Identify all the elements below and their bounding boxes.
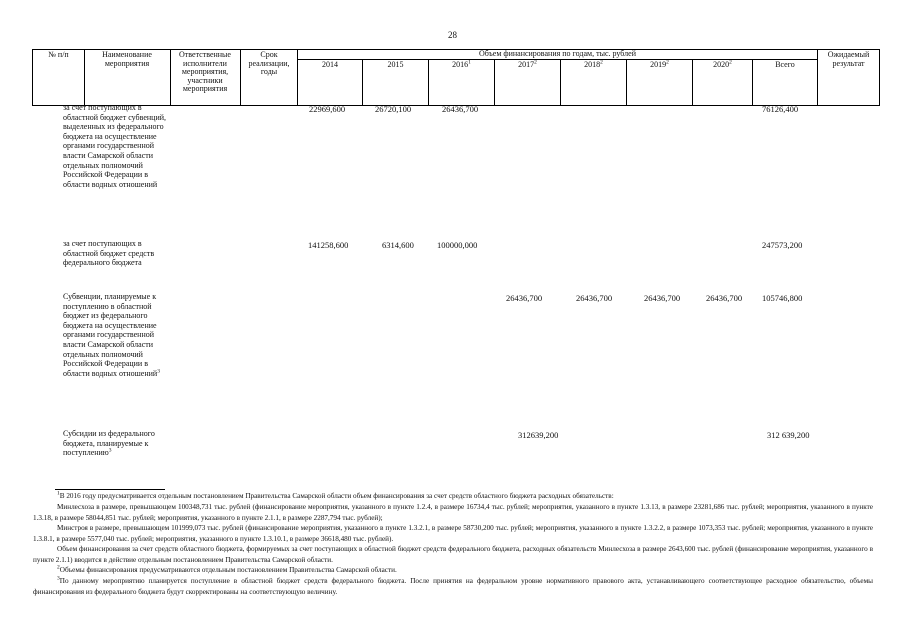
header-executors: Ответственные исполнители мероприятия, участники мероприятия xyxy=(179,50,231,93)
cell-value: 312639,200 xyxy=(518,430,559,440)
row-label: Субсидии из федерального бюджета, планируемые к поступлению$^3$ xyxy=(63,429,155,458)
cell-value: 6314,600 xyxy=(382,240,414,250)
header-year: 2017$^2$ xyxy=(518,59,537,69)
cell-value: 26436,700 xyxy=(576,293,613,303)
funding-subheader-border xyxy=(297,59,817,60)
header-year: 2019$^2$ xyxy=(650,59,669,69)
header-year: 2015 xyxy=(387,60,404,69)
header-funding: Объем финансирования по годам, тыс. рублей xyxy=(479,49,636,58)
header-name: Наименование мероприятия xyxy=(102,50,152,68)
cell-value: 26436,700 xyxy=(706,293,743,303)
footnote-3: $^3$По данному мероприятию планируется поступление в областной бюджет средств федерального бюджета. После принятия на федеральном уровне нормативного правового акта, устанавливающего соответствующее расходное обязательство, объемы финансирования из федерального бюджета будут скорректированы на соответствующую величину. xyxy=(33,575,873,596)
page-number: 28 xyxy=(448,30,457,40)
col-divider xyxy=(240,49,241,105)
row-label: за счет поступающих в областной бюджет субвенций, выделенных из федерального бюджета на осуществление органами государственной власти Самарской области отдельных полномочий Российской Федерации в области водных отношений xyxy=(63,103,167,189)
header-term: Срок реализации, годы xyxy=(248,50,290,76)
cell-total: 105746,800 xyxy=(762,293,803,303)
header-year: 2014 xyxy=(322,60,338,69)
footnote-separator xyxy=(55,489,165,490)
col-divider xyxy=(879,49,880,105)
footnote-1-federal: Объем финансирования за счет средств областного бюджета, формируемых за счет поступающих в областной бюджет средств федерального бюджета, расходных обязательств Минлесхоза в размере 2643,600 тыс. рублей (финансирование мероприятия, указанного в пункте 2.1.1) вводится в действие отдельным постановлением Правительства Самарской области. xyxy=(33,545,873,564)
cell-value: 26436,700 xyxy=(442,104,479,114)
cell-value: 26436,700 xyxy=(506,293,543,303)
footnote-1: $^1$В 2016 году предусматривается отдельным постановлением Правительства Самарской области объем финансирования за счет средств областного бюджета расходных обязательств: xyxy=(57,490,614,500)
header-year: 2020$^2$ xyxy=(713,59,732,69)
row-label: за счет поступающих в областной бюджет средств федерального бюджета xyxy=(63,239,155,268)
cell-total: 312 639,200 xyxy=(767,430,810,440)
col-divider xyxy=(84,49,85,105)
cell-value: 26720,100 xyxy=(375,104,412,114)
cell-value: 141258,600 xyxy=(308,240,349,250)
cell-total: 247573,200 xyxy=(762,240,803,250)
footnote-2: $^2$Объемы финансирования предусматриваются отдельным постановлением Правительства Самарской области. xyxy=(57,564,397,574)
cell-total: 76126,400 xyxy=(762,104,799,114)
cell-value: 100000,000 xyxy=(437,240,478,250)
footnote-1-minleshoz: Минлесхоза в размере, превышающем 100348,731 тыс. рублей (финансирование мероприятия, указанного в пункте 1.2.4, в размере 16734,4 тыс. рублей; мероприятия, указанного в пункте 1.3.13, в размере 23281,686 тыс. рублей; мероприятия, указанного в пункте 1.3.18, в размере 58044,851 тыс. рублей; мероприятия, указанного в пункте 2.1.1, в размере 2287,794 тыс. рублей); xyxy=(33,503,873,522)
col-divider xyxy=(170,49,171,105)
header-result: Ожидаемый результат xyxy=(827,50,870,68)
header-total: Всего xyxy=(775,60,795,69)
header-year: 2018$^2$ xyxy=(584,59,603,69)
header-num: № п/п xyxy=(48,50,69,59)
cell-value: 22969,600 xyxy=(309,104,346,114)
header-year: 2016$^1$ xyxy=(452,59,471,69)
row-label: Субвенции, планируемые к поступлению в областной бюджет из федерального бюджета на осуществление органами государственной власти Самарской области отдельных полномочий Российской Федерации в области водных отношений$^3$ xyxy=(63,292,160,378)
footnote-1-minstroy: Минстроя в размере, превышающем 101999,073 тыс. рублей (финансирование мероприятия, указанного в пункте 1.3.2.1, в размере 58730,200 тыс. рублей; мероприятия, указанного в пункте 1.3.2.2, в размере 1073,353 тыс. рублей; мероприятия, указанного в пункте 1.3.8.1, в размере 5577,040 тыс. рублей; мероприятия, указанного в пункте 1.3.10.1, в размере 36618,480 тыс. рублей). xyxy=(33,524,873,543)
cell-value: 26436,700 xyxy=(644,293,681,303)
